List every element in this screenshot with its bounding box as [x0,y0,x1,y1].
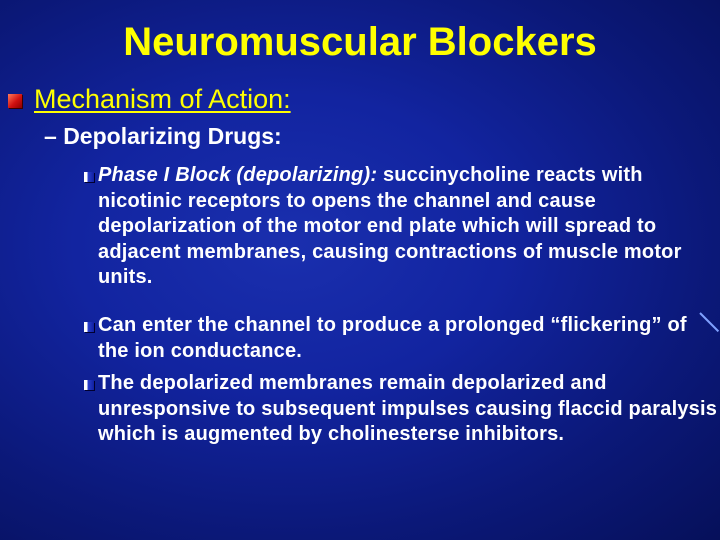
bullet-label: Phase I Block (depolarizing): [98,164,378,186]
bullet-channel [98,313,718,364]
bullet-text: The depolarized membranes remain depolarized and unresponsive to subsequent impulses causing flaccid paralysis which is augmented by cholinesterse inhibitors. [98,372,718,445]
level1-heading: Mechanism of Action: [34,84,291,114]
bullet-text: Can enter the channel to produce a prolonged “flickering” of the ion conductance. [98,314,687,362]
bullet-phase-one [98,163,718,291]
blue-square-bullet-icon [84,380,94,390]
bullet-text: succinycholine reacts with nicotinic receptors to opens the channel and cause depolarization of the motor end plate which will spread to adjacent membranes, causing contractions of muscle motor units. [98,164,682,288]
slide-title: Neuromuscular Blockers [123,20,597,64]
dash-bullet: – [44,123,57,149]
blue-square-bullet-icon [84,172,94,182]
level2-heading [44,120,282,152]
blue-square-bullet-icon [84,322,94,332]
red-square-bullet-icon [8,94,22,108]
level2-label: Depolarizing Drugs: [63,123,282,149]
bullet-depolarized [98,371,718,448]
